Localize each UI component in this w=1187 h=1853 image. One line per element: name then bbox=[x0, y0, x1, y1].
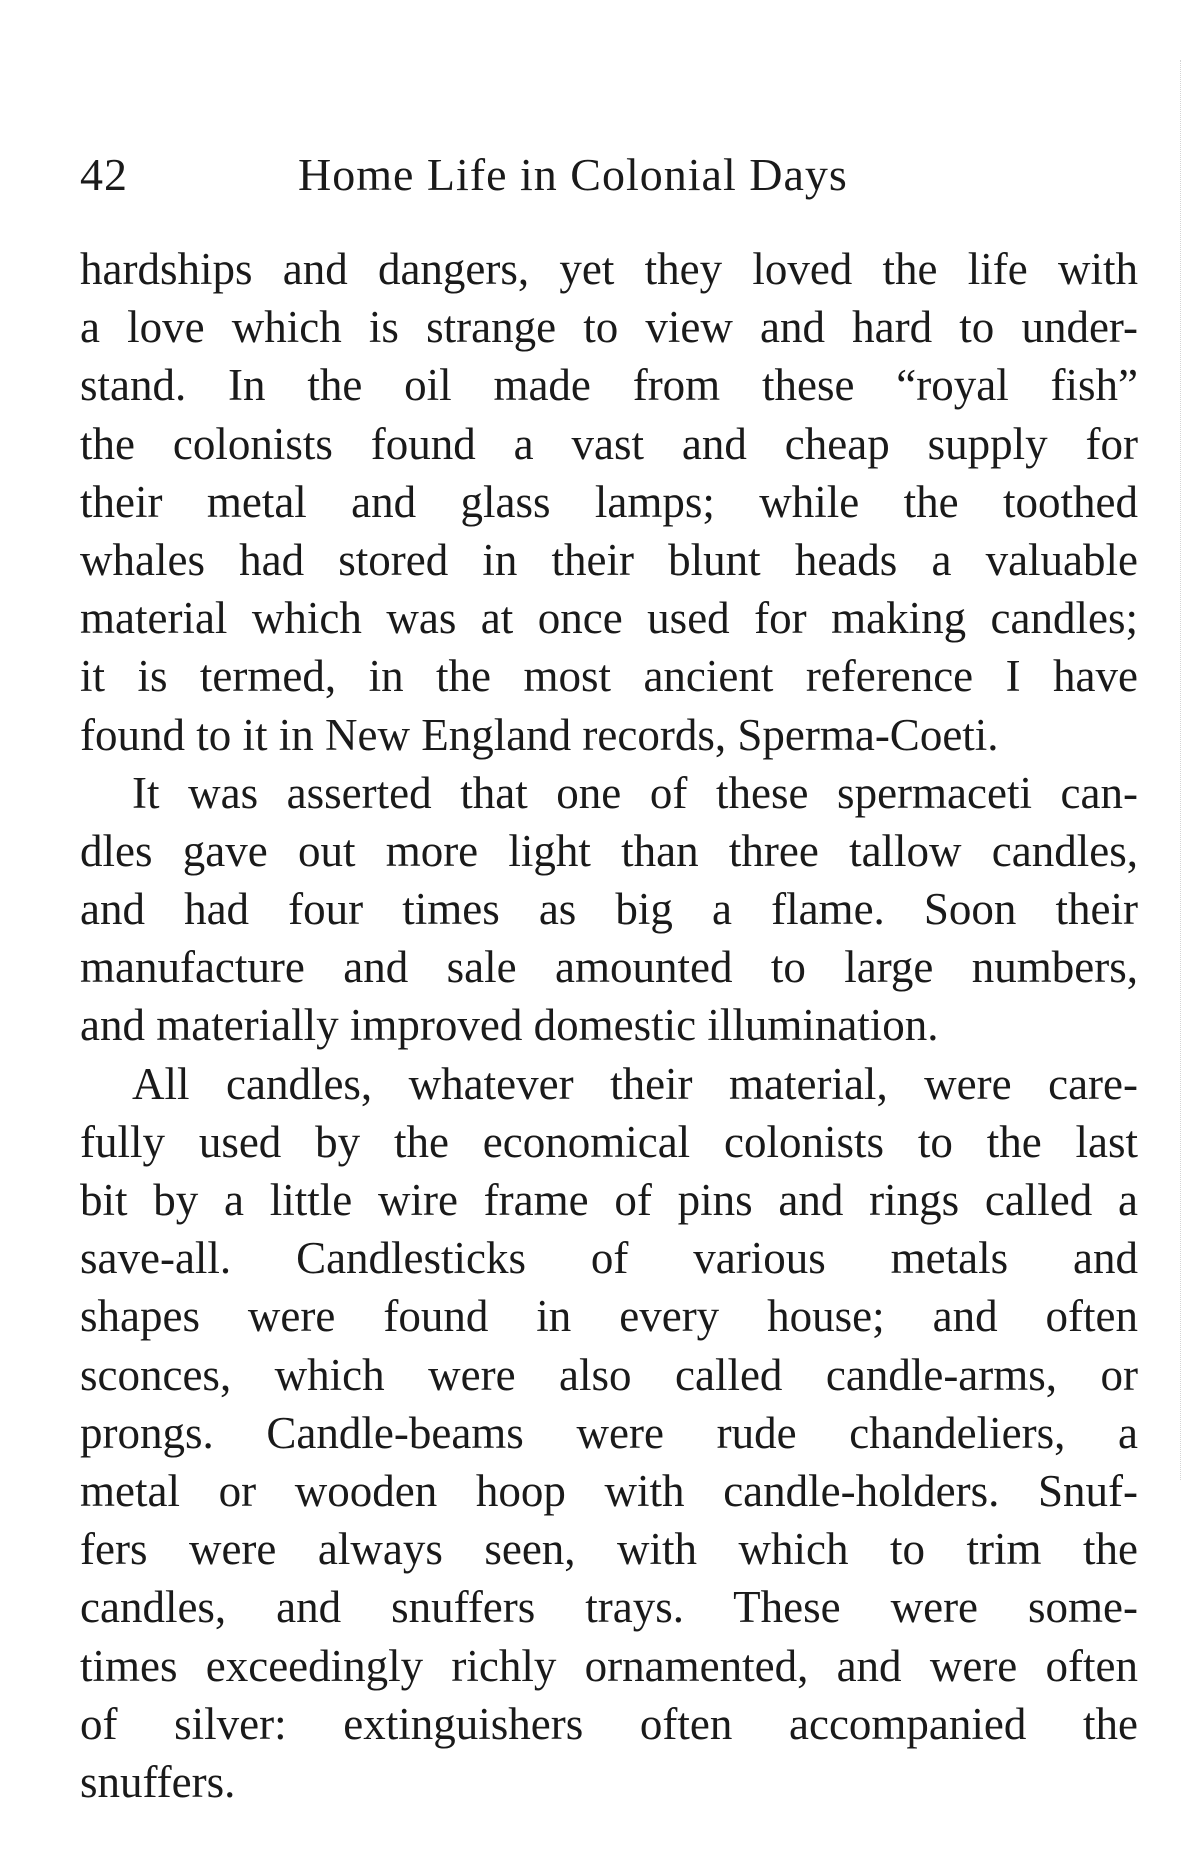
text-line: of silver: extinguishers often accompanied the bbox=[80, 1698, 1138, 1749]
text-line: the colonists found a vast and cheap supply for bbox=[80, 418, 1138, 469]
text-line: save-all. Candlesticks of various metals and bbox=[80, 1233, 1138, 1284]
text-line: their metal and glass lamps; while the toothed bbox=[80, 476, 1138, 527]
text-line: and materially improved domestic illumination. bbox=[80, 1000, 939, 1051]
text-line: whales had stored in their blunt heads a valuable bbox=[80, 534, 1138, 585]
text-line: sconces, which were also called candle-arms, or bbox=[80, 1349, 1138, 1400]
page-edge-scan-marks bbox=[1176, 60, 1181, 1480]
text-line: it is termed, in the most ancient reference I have bbox=[80, 651, 1138, 702]
text-line: stand. In the oil made from these “royal fish” bbox=[80, 360, 1138, 411]
text-line: times exceedingly richly ornamented, and were often bbox=[80, 1640, 1138, 1691]
text-line: It was asserted that one of these spermaceti can- bbox=[132, 767, 1138, 818]
text-line: candles, and snuffers trays. These were some- bbox=[80, 1582, 1138, 1633]
text-line: bit by a little wire frame of pins and rings called a bbox=[80, 1175, 1138, 1225]
text-line: metal or wooden hoop with candle-holders. Snuf- bbox=[80, 1465, 1138, 1516]
text-line: snuffers. bbox=[80, 1756, 236, 1807]
text-line: fully used by the economical colonists to the last bbox=[80, 1116, 1138, 1167]
text-line: prongs. Candle-beams were rude chandeliers, a bbox=[80, 1407, 1138, 1458]
text-line: hardships and dangers, yet they loved the life with bbox=[80, 244, 1138, 294]
text-line: All candles, whatever their material, were care- bbox=[132, 1058, 1138, 1109]
text-line: found to it in New England records, Sperma-Coeti. bbox=[80, 709, 999, 760]
text-line: manufacture and sale amounted to large numbers, bbox=[80, 942, 1138, 993]
page-number: 42 bbox=[80, 149, 128, 200]
body-text bbox=[80, 240, 1138, 1811]
text-line: dles gave out more light than three tallow candles, bbox=[80, 825, 1138, 876]
page-header bbox=[80, 145, 1140, 205]
text-line: fers were always seen, with which to trim the bbox=[80, 1524, 1138, 1575]
text-line: shapes were found in every house; and often bbox=[80, 1291, 1138, 1342]
text-line: material which was at once used for making candles; bbox=[80, 593, 1138, 644]
running-head: Home Life in Colonial Days bbox=[298, 149, 848, 200]
text-line: and had four times as big a flame. Soon their bbox=[80, 884, 1138, 935]
text-line: a love which is strange to view and hard to under- bbox=[80, 302, 1138, 353]
